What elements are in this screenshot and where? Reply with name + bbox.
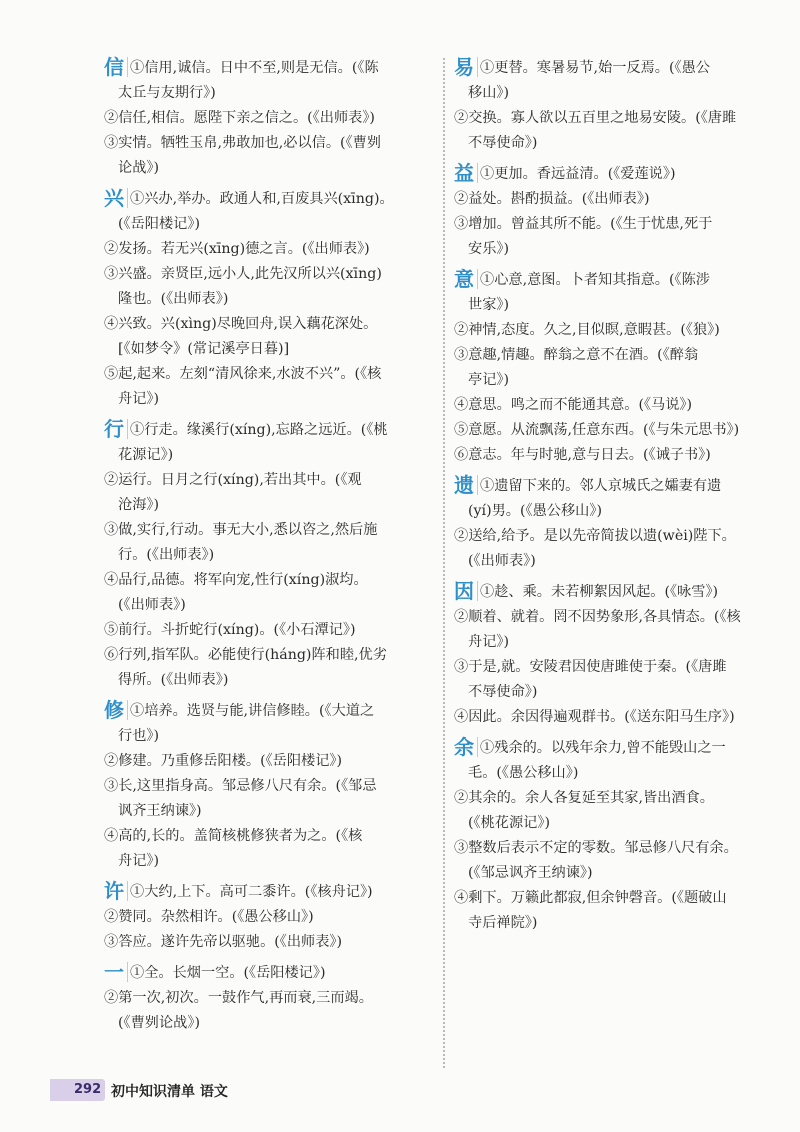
- entry-text: ⑥行列,指军队。必能使行(háng)阵和睦,优劣: [104, 647, 387, 663]
- entry-text: ③做,实行,行动。事无大小,悉以咨之,然后施: [104, 522, 378, 538]
- entry-line: [104, 337, 436, 362]
- entry-line: [104, 568, 436, 593]
- entry-line: [454, 343, 782, 368]
- entry-text: ②送给,给予。是以先帝简拔以遗(wèi)陛下。: [454, 528, 736, 544]
- entry-text: 太丘与友期行》): [118, 85, 216, 101]
- dictionary-entry: [454, 474, 782, 574]
- entry-line: [104, 543, 436, 568]
- entry-text: ④意思。鸣之而不能通其意。(《马说》): [454, 397, 693, 413]
- dictionary-entry: [454, 268, 782, 468]
- entry-text: 世家》): [468, 297, 509, 313]
- page-number: 292: [74, 1082, 102, 1097]
- entry-text: ③长,这里指身高。邹忌修八尺有余。(《邹忌: [104, 778, 377, 794]
- entry-line: [454, 705, 782, 730]
- left-column: [104, 56, 436, 1042]
- dictionary-entry: [104, 961, 436, 1036]
- entry-line: [104, 237, 436, 262]
- headword: 余: [454, 737, 478, 757]
- entry-text: ①遗留下来的。邻人京城氏之孀妻有遗: [480, 478, 722, 494]
- headword: 益: [454, 163, 478, 183]
- entry-line: [104, 799, 436, 824]
- entry-text: ④品行,品德。将军向宠,性行(xíng)淑均。: [104, 572, 368, 588]
- entry-text: 行也》): [118, 728, 159, 744]
- dictionary-entry: [454, 736, 782, 936]
- dictionary-entry: [104, 187, 436, 412]
- entry-line: [104, 312, 436, 337]
- entry-line: [454, 524, 782, 549]
- entry-text: 不辱使命》): [468, 135, 538, 151]
- entry-line: [454, 499, 782, 524]
- entry-text: 舟记》): [118, 853, 159, 869]
- entry-line: [104, 156, 436, 181]
- entry-text: ③整数后表示不定的零数。邹忌修八尺有余。: [454, 840, 738, 856]
- entry-text: 隆也。(《出师表》): [118, 291, 229, 307]
- entry-text: 舟记》): [118, 391, 159, 407]
- entry-line: [104, 824, 436, 849]
- entry-line: [454, 474, 782, 499]
- entry-text: ⑤意愿。从流飘荡,任意东西。(《与朱元思书》): [454, 422, 740, 438]
- entry-line: [454, 580, 782, 605]
- entry-line: [454, 162, 782, 187]
- entry-gap: [104, 1036, 436, 1042]
- entry-text: ①兴办,举办。政通人和,百废具兴(xīng)。: [130, 191, 394, 207]
- entry-text: 讽齐王纳谏》): [118, 803, 202, 819]
- headword: 兴: [104, 188, 128, 208]
- column-divider: [443, 58, 445, 1068]
- entry-text: ④因此。余因得遍观群书。(《送东阳马生序》): [454, 709, 735, 725]
- entry-text: (《桃花源记》): [468, 815, 550, 831]
- entry-text: ⑥意志。年与时驰,意与日去。(《诫子书》): [454, 447, 711, 463]
- entry-line: [454, 680, 782, 705]
- entry-text: (yí)男。(《愚公移山》): [468, 503, 602, 519]
- entry-text: ⑤前行。斗折蛇行(xíng)。(《小石潭记》): [104, 622, 356, 638]
- entry-line: [454, 443, 782, 468]
- entry-line: [104, 1011, 436, 1036]
- entry-line: [104, 986, 436, 1011]
- dictionary-entry: [104, 880, 436, 955]
- entry-line: [454, 655, 782, 680]
- headword: 修: [104, 700, 128, 720]
- entry-text: [《如梦令》(常记溪亭日暮)]: [118, 341, 290, 357]
- headword: 一: [104, 962, 128, 982]
- book-title: 初中知识清单 语文: [111, 1084, 228, 1100]
- entry-text: ①行走。缘溪行(xíng),忘路之远近。(《桃: [130, 422, 388, 438]
- entry-line: [454, 81, 782, 106]
- entry-text: ③于是,就。安陵君因使唐雎使于秦。(《唐雎: [454, 659, 727, 675]
- headword: 因: [454, 581, 478, 601]
- entry-line: [454, 237, 782, 262]
- entry-text: ③答应。遂许先帝以驱驰。(《出师表》): [104, 934, 343, 950]
- entry-line: [104, 131, 436, 156]
- entry-line: [104, 287, 436, 312]
- entry-line: [454, 549, 782, 574]
- entry-line: [454, 393, 782, 418]
- entry-text: 得所。(《出师表》): [118, 672, 229, 688]
- entry-line: [104, 106, 436, 131]
- entry-text: ⑤起,起来。左刻“清风徐来,水波不兴”。(《核: [104, 366, 382, 382]
- entry-text: (《岳阳楼记》): [118, 216, 200, 232]
- dictionary-entry: [104, 699, 436, 874]
- entry-text: 舟记》): [468, 634, 509, 650]
- headword: 遗: [454, 475, 478, 495]
- entry-line: [104, 961, 436, 986]
- entry-text: ①残余的。以残年余力,曾不能毁山之一: [480, 740, 726, 756]
- entry-line: [454, 786, 782, 811]
- entry-text: ①信用,诚信。日中不至,则是无信。(《陈: [130, 60, 379, 76]
- entry-gap: [454, 936, 782, 942]
- entry-text: ①培养。选贤与能,讲信修睦。(《大道之: [130, 703, 375, 719]
- entry-text: ②第一次,初次。一鼓作气,再而衰,三而竭。: [104, 990, 373, 1006]
- entry-text: 论战》): [118, 160, 159, 176]
- entry-text: ③兴盛。亲贤臣,远小人,此先汉所以兴(xīng): [104, 266, 382, 282]
- entry-line: [454, 318, 782, 343]
- entry-line: [104, 518, 436, 543]
- entry-line: [454, 630, 782, 655]
- entry-text: 毛。(《愚公移山》): [468, 765, 579, 781]
- entry-text: ④剩下。万籁此都寂,但余钟磬音。(《题破山: [454, 890, 727, 906]
- entry-line: [104, 418, 436, 443]
- entry-text: ②交换。寡人欲以五百里之地易安陵。(《唐雎: [454, 110, 737, 126]
- entry-text: (《曹刿论战》): [118, 1015, 200, 1031]
- right-column: [454, 56, 782, 942]
- entry-line: [104, 668, 436, 693]
- entry-text: 移山》): [468, 85, 509, 101]
- headword: 易: [454, 57, 478, 77]
- entry-line: [454, 187, 782, 212]
- entry-text: (《邹忌讽齐王纳谏》): [468, 865, 593, 881]
- entry-text: ①趁、乘。未若柳絮因风起。(《咏雪》): [480, 584, 719, 600]
- dictionary-entry: [454, 56, 782, 156]
- entry-line: [104, 724, 436, 749]
- entry-line: [104, 493, 436, 518]
- entry-line: [104, 262, 436, 287]
- entry-line: [454, 761, 782, 786]
- entry-line: [454, 605, 782, 630]
- entry-line: [454, 811, 782, 836]
- entry-text: ③增加。曾益其所不能。(《生于忧患,死于: [454, 216, 713, 232]
- entry-line: [104, 362, 436, 387]
- entry-line: [454, 106, 782, 131]
- entry-line: [104, 56, 436, 81]
- headword: 行: [104, 419, 128, 439]
- entry-line: [104, 849, 436, 874]
- entry-text: 行。(《出师表》): [118, 547, 215, 563]
- entry-line: [454, 212, 782, 237]
- entry-text: ④高的,长的。盖简核桃修狭者为之。(《核: [104, 828, 363, 844]
- entry-text: ②发扬。若无兴(xīng)德之言。(《出师表》): [104, 241, 370, 257]
- entry-line: [104, 187, 436, 212]
- entry-line: [104, 749, 436, 774]
- entry-line: [104, 212, 436, 237]
- entry-line: [454, 886, 782, 911]
- entry-text: (《出师表》): [468, 553, 536, 569]
- entry-text: 不辱使命》): [468, 684, 538, 700]
- entry-line: [454, 368, 782, 393]
- entry-text: ③实情。牺牲玉帛,弗敢加也,必以信。(《曹刿: [104, 135, 382, 151]
- entry-line: [454, 131, 782, 156]
- entry-text: ③意趣,情趣。醉翁之意不在酒。(《醉翁: [454, 347, 699, 363]
- entry-line: [104, 618, 436, 643]
- entry-line: [104, 387, 436, 412]
- entry-line: [454, 861, 782, 886]
- entry-line: [104, 593, 436, 618]
- entry-line: [104, 774, 436, 799]
- dictionary-entry: [104, 418, 436, 693]
- entry-text: 亭记》): [468, 372, 509, 388]
- entry-text: ②神情,态度。久之,目似瞑,意暇甚。(《狼》): [454, 322, 720, 338]
- entry-line: [454, 293, 782, 318]
- entry-text: ②益处。斟酌损益。(《出师表》): [454, 191, 650, 207]
- entry-text: ②信任,相信。愿陛下亲之信之。(《出师表》): [104, 110, 375, 126]
- dictionary-entry: [104, 56, 436, 181]
- entry-line: [104, 443, 436, 468]
- entry-line: [454, 418, 782, 443]
- entry-line: [104, 930, 436, 955]
- page-footer: [0, 1076, 800, 1106]
- entry-line: [454, 736, 782, 761]
- entry-text: ①更替。寒暑易节,始一反焉。(《愚公: [480, 60, 710, 76]
- entry-text: ②运行。日月之行(xíng),若出其中。(《观: [104, 472, 362, 488]
- entry-line: [104, 880, 436, 905]
- entry-text: (《出师表》): [118, 597, 186, 613]
- entry-line: [454, 836, 782, 861]
- entry-text: 安乐》): [468, 241, 509, 257]
- dictionary-entry: [454, 162, 782, 262]
- entry-line: [454, 56, 782, 81]
- entry-text: ②修建。乃重修岳阳楼。(《岳阳楼记》): [104, 753, 343, 769]
- entry-text: ①更加。香远益清。(《爱莲说》): [480, 166, 676, 182]
- entry-text: ①心意,意图。卜者知其指意。(《陈涉: [480, 272, 710, 288]
- entry-text: 花源记》): [118, 447, 174, 463]
- entry-line: [454, 268, 782, 293]
- entry-line: [104, 643, 436, 668]
- entry-text: 寺后禅院》): [468, 915, 538, 931]
- entry-text: 沧海》): [118, 497, 159, 513]
- entry-line: [104, 81, 436, 106]
- entry-text: ④兴致。兴(xìng)尽晚回舟,误入藕花深处。: [104, 316, 378, 332]
- entry-text: ②其余的。余人各复延至其家,皆出酒食。: [454, 790, 714, 806]
- entry-line: [104, 905, 436, 930]
- entry-text: ②赞同。杂然相许。(《愚公移山》): [104, 909, 314, 925]
- entry-line: [104, 468, 436, 493]
- headword: 许: [104, 881, 128, 901]
- entry-text: ①全。长烟一空。(《岳阳楼记》): [130, 965, 326, 981]
- headword: 意: [454, 269, 478, 289]
- headword: 信: [104, 57, 128, 77]
- entry-line: [454, 911, 782, 936]
- dictionary-entry: [454, 580, 782, 730]
- entry-text: ②顺着、就着。罔不因势象形,各具情态。(《核: [454, 609, 741, 625]
- entry-line: [104, 699, 436, 724]
- entry-text: ①大约,上下。高可二黍许。(《核舟记》): [130, 884, 373, 900]
